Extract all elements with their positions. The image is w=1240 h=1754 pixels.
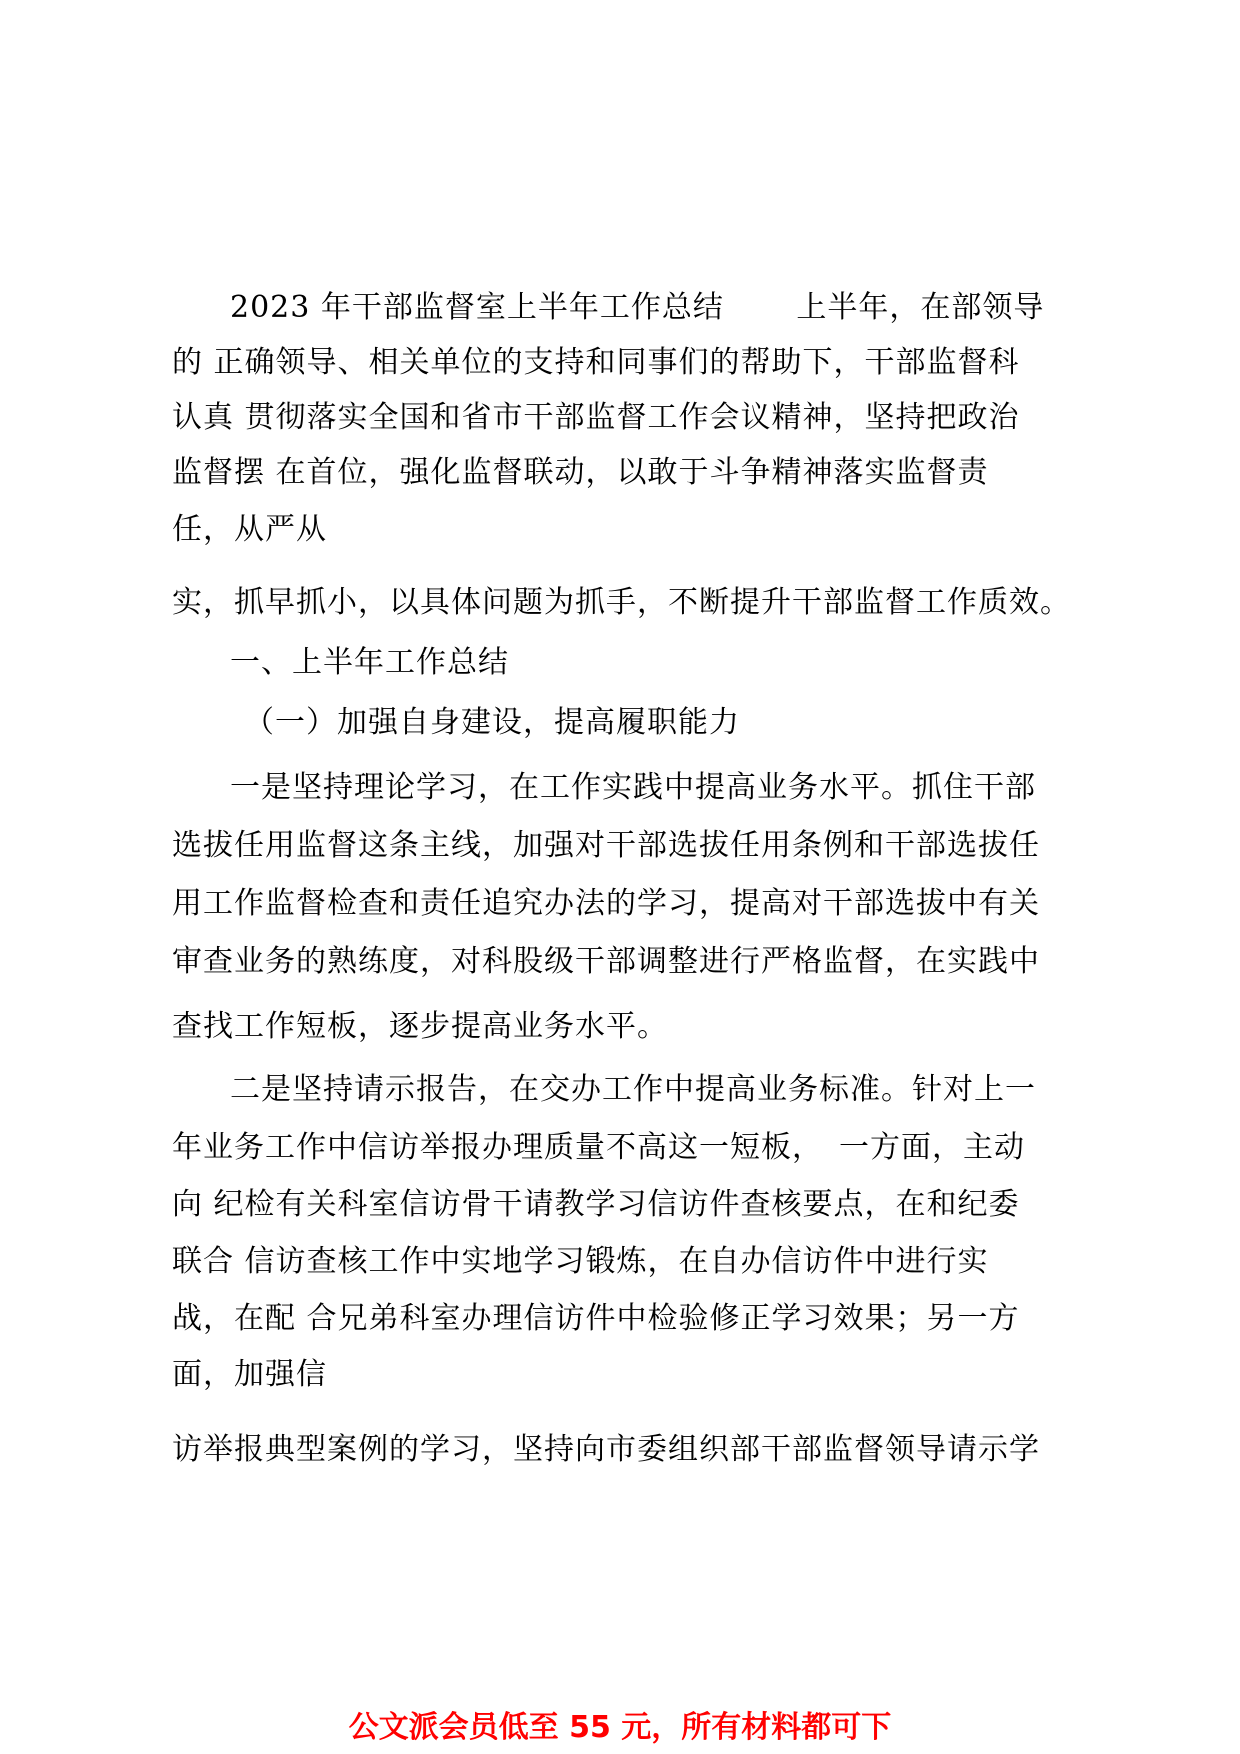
body-line: 面，加强信 xyxy=(172,1357,327,1392)
body-line: 的 正确领导、相关单位的支持和同事们的帮助下，干部监督科 xyxy=(172,345,1020,380)
body-line: 用工作监督检查和责任追究办法的学习，提高对干部选拔中有关 xyxy=(172,886,1040,921)
body-line: 实，抓早抓小，以具体问题为抓手，不断提升干部监督工作质效。 xyxy=(172,585,1071,620)
body-line: 联合 信访查核工作中实地学习锻炼，在自办信访件中进行实 xyxy=(172,1244,989,1279)
subsection-heading: （一）加强自身建设，提高履职能力 xyxy=(244,705,740,740)
body-line: 向 纪检有关科室信访骨干请教学习信访件查核要点，在和纪委 xyxy=(172,1187,1020,1222)
title-line: 2023 年干部监督室上半年工作总结 上半年，在部领导 xyxy=(230,290,1045,325)
body-line: 任，从严从 xyxy=(172,512,327,547)
body-line: 年业务工作中信访举报办理质量不高这一短板， 一方面，主动 xyxy=(172,1130,1025,1165)
body-line: 查找工作短板，逐步提高业务水平。 xyxy=(172,1009,668,1044)
body-line: 审查业务的熟练度，对科股级干部调整进行严格监督，在实践中 xyxy=(172,944,1040,979)
body-line: 战，在配 合兄弟科室办理信访件中检验修正学习效果；另一方 xyxy=(172,1301,1020,1336)
body-line: 访举报典型案例的学习，坚持向市委组织部干部监督领导请示学 xyxy=(172,1432,1040,1467)
section-heading: 一、上半年工作总结 xyxy=(230,645,509,680)
body-line: 监督摆 在首位，强化监督联动，以敢于斗争精神落实监督责 xyxy=(172,455,989,490)
paragraph-start: 二是坚持请示报告，在交办工作中提高业务标准。针对上一 xyxy=(230,1072,1036,1107)
body-line: 选拔任用监督这条主线，加强对干部选拔任用条例和干部选拔任 xyxy=(172,828,1040,863)
footer-promo-text: 公文派会员低至 55 元，所有材料都可下 xyxy=(348,1710,892,1745)
body-line: 认真 贯彻落实全国和省市干部监督工作会议精神，坚持把政治 xyxy=(172,400,1020,435)
paragraph-start: 一是坚持理论学习，在工作实践中提高业务水平。抓住干部 xyxy=(230,770,1036,805)
